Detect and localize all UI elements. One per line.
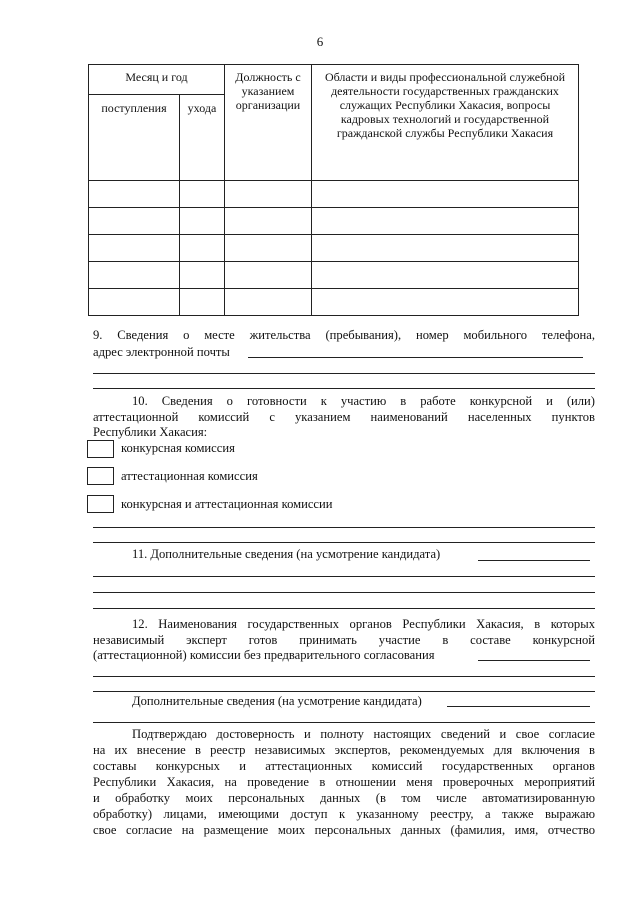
table-cell[interactable] <box>312 235 579 262</box>
s9-fill-line-3[interactable] <box>93 388 595 389</box>
s12-line3: (аттестационной) комиссии без предварительного согласования <box>93 648 435 662</box>
s12-line2: независимый эксперт готов принимать участие в составе конкурсной <box>93 633 595 647</box>
table-cell[interactable] <box>225 262 312 289</box>
table-cell[interactable] <box>312 262 579 289</box>
table-cell[interactable] <box>225 181 312 208</box>
s10-line2: аттестационной комиссий с указанием наименований населенных пунктов <box>93 410 595 424</box>
consent-line-2: на их внесение в реестр независимых экспертов, рекомендуемых для включения в <box>93 743 595 757</box>
extra-fill-line[interactable] <box>447 706 590 707</box>
header-exit: ухода <box>180 95 225 181</box>
table-row <box>89 289 579 316</box>
table-cell[interactable] <box>89 289 180 316</box>
table-cell[interactable] <box>312 208 579 235</box>
s11-fill-line-3[interactable] <box>93 592 595 593</box>
consent-line-7: свое согласие на размещение моих персональных данных (фамилия, имя, отчество <box>93 823 595 837</box>
table-cell[interactable] <box>180 289 225 316</box>
employment-table <box>88 64 579 316</box>
s11-fill-line-2[interactable] <box>93 576 595 577</box>
s9-line1: 9. Сведения о месте жительства (пребывания), номер мобильного телефона, <box>93 328 595 342</box>
extra-fill-line-2[interactable] <box>93 722 595 723</box>
s10-fill-line-2[interactable] <box>93 542 595 543</box>
table-cell[interactable] <box>180 181 225 208</box>
table-cell[interactable] <box>180 235 225 262</box>
page-number: 6 <box>316 34 324 49</box>
label-both: конкурсная и аттестационная комиссии <box>121 497 333 511</box>
table-cell[interactable] <box>225 235 312 262</box>
table-cell[interactable] <box>89 181 180 208</box>
table-cell[interactable] <box>312 289 579 316</box>
s10-line3: Республики Хакасия: <box>93 425 208 439</box>
s9-fill-line-2[interactable] <box>93 373 595 374</box>
s9-line2: адрес электронной почты <box>93 345 230 359</box>
s10-line1: 10. Сведения о готовности к участию в работе конкурсной и (или) <box>132 394 595 408</box>
s11-fill-line-4[interactable] <box>93 608 595 609</box>
table-cell[interactable] <box>89 262 180 289</box>
table-cell[interactable] <box>180 262 225 289</box>
table-cell[interactable] <box>225 208 312 235</box>
s12-line1: 12. Наименования государственных органов Республики Хакасия, в которых <box>132 617 595 631</box>
header-position: Должность с указанием организации <box>225 65 312 181</box>
s12-fill-line-2[interactable] <box>93 676 595 677</box>
table-row <box>89 181 579 208</box>
s10-fill-line[interactable] <box>93 527 595 528</box>
s9-fill-line[interactable] <box>248 357 583 358</box>
table-cell[interactable] <box>225 289 312 316</box>
header-month-year: Месяц и год <box>89 65 225 95</box>
extra-line1: Дополнительные сведения (на усмотрение кандидата) <box>132 694 422 708</box>
consent-line-3: составы конкурсных и аттестационных комиссий государственных органов <box>93 759 595 773</box>
table-cell[interactable] <box>89 208 180 235</box>
label-contest: конкурсная комиссия <box>121 441 235 455</box>
s11-line1: 11. Дополнительные сведения (на усмотрение кандидата) <box>132 547 441 561</box>
s12-fill-line[interactable] <box>478 660 590 661</box>
consent-line-4: Республики Хакасия, на проведение в отношении меня проверочных мероприятий <box>93 775 595 789</box>
table-cell[interactable] <box>180 208 225 235</box>
header-areas: Области и виды профессиональной служебной деятельности государственных гражданских служащих Республики Хакасия, вопросы кадровых технологий и государственной гражданской службы Республики Хакасия <box>312 65 579 181</box>
consent-line-1: Подтверждаю достоверность и полноту настоящих сведений и свое согласие <box>132 727 595 741</box>
consent-line-6: обработку) лицами, имеющими доступ к указанному реестру, а также выражаю <box>93 807 595 821</box>
checkbox-contest[interactable] <box>87 440 114 458</box>
table-cell[interactable] <box>89 235 180 262</box>
table-row <box>89 262 579 289</box>
checkbox-attestation[interactable] <box>87 467 114 485</box>
table-row <box>89 235 579 262</box>
table-cell[interactable] <box>312 181 579 208</box>
s12-fill-line-3[interactable] <box>93 691 595 692</box>
label-attestation: аттестационная комиссия <box>121 469 258 483</box>
header-entry: поступления <box>89 95 180 181</box>
checkbox-both[interactable] <box>87 495 114 513</box>
table-row <box>89 208 579 235</box>
consent-line-5: и обработку моих персональных данных (в том числе автоматизированную <box>93 791 595 805</box>
s11-fill-line[interactable] <box>478 560 590 561</box>
